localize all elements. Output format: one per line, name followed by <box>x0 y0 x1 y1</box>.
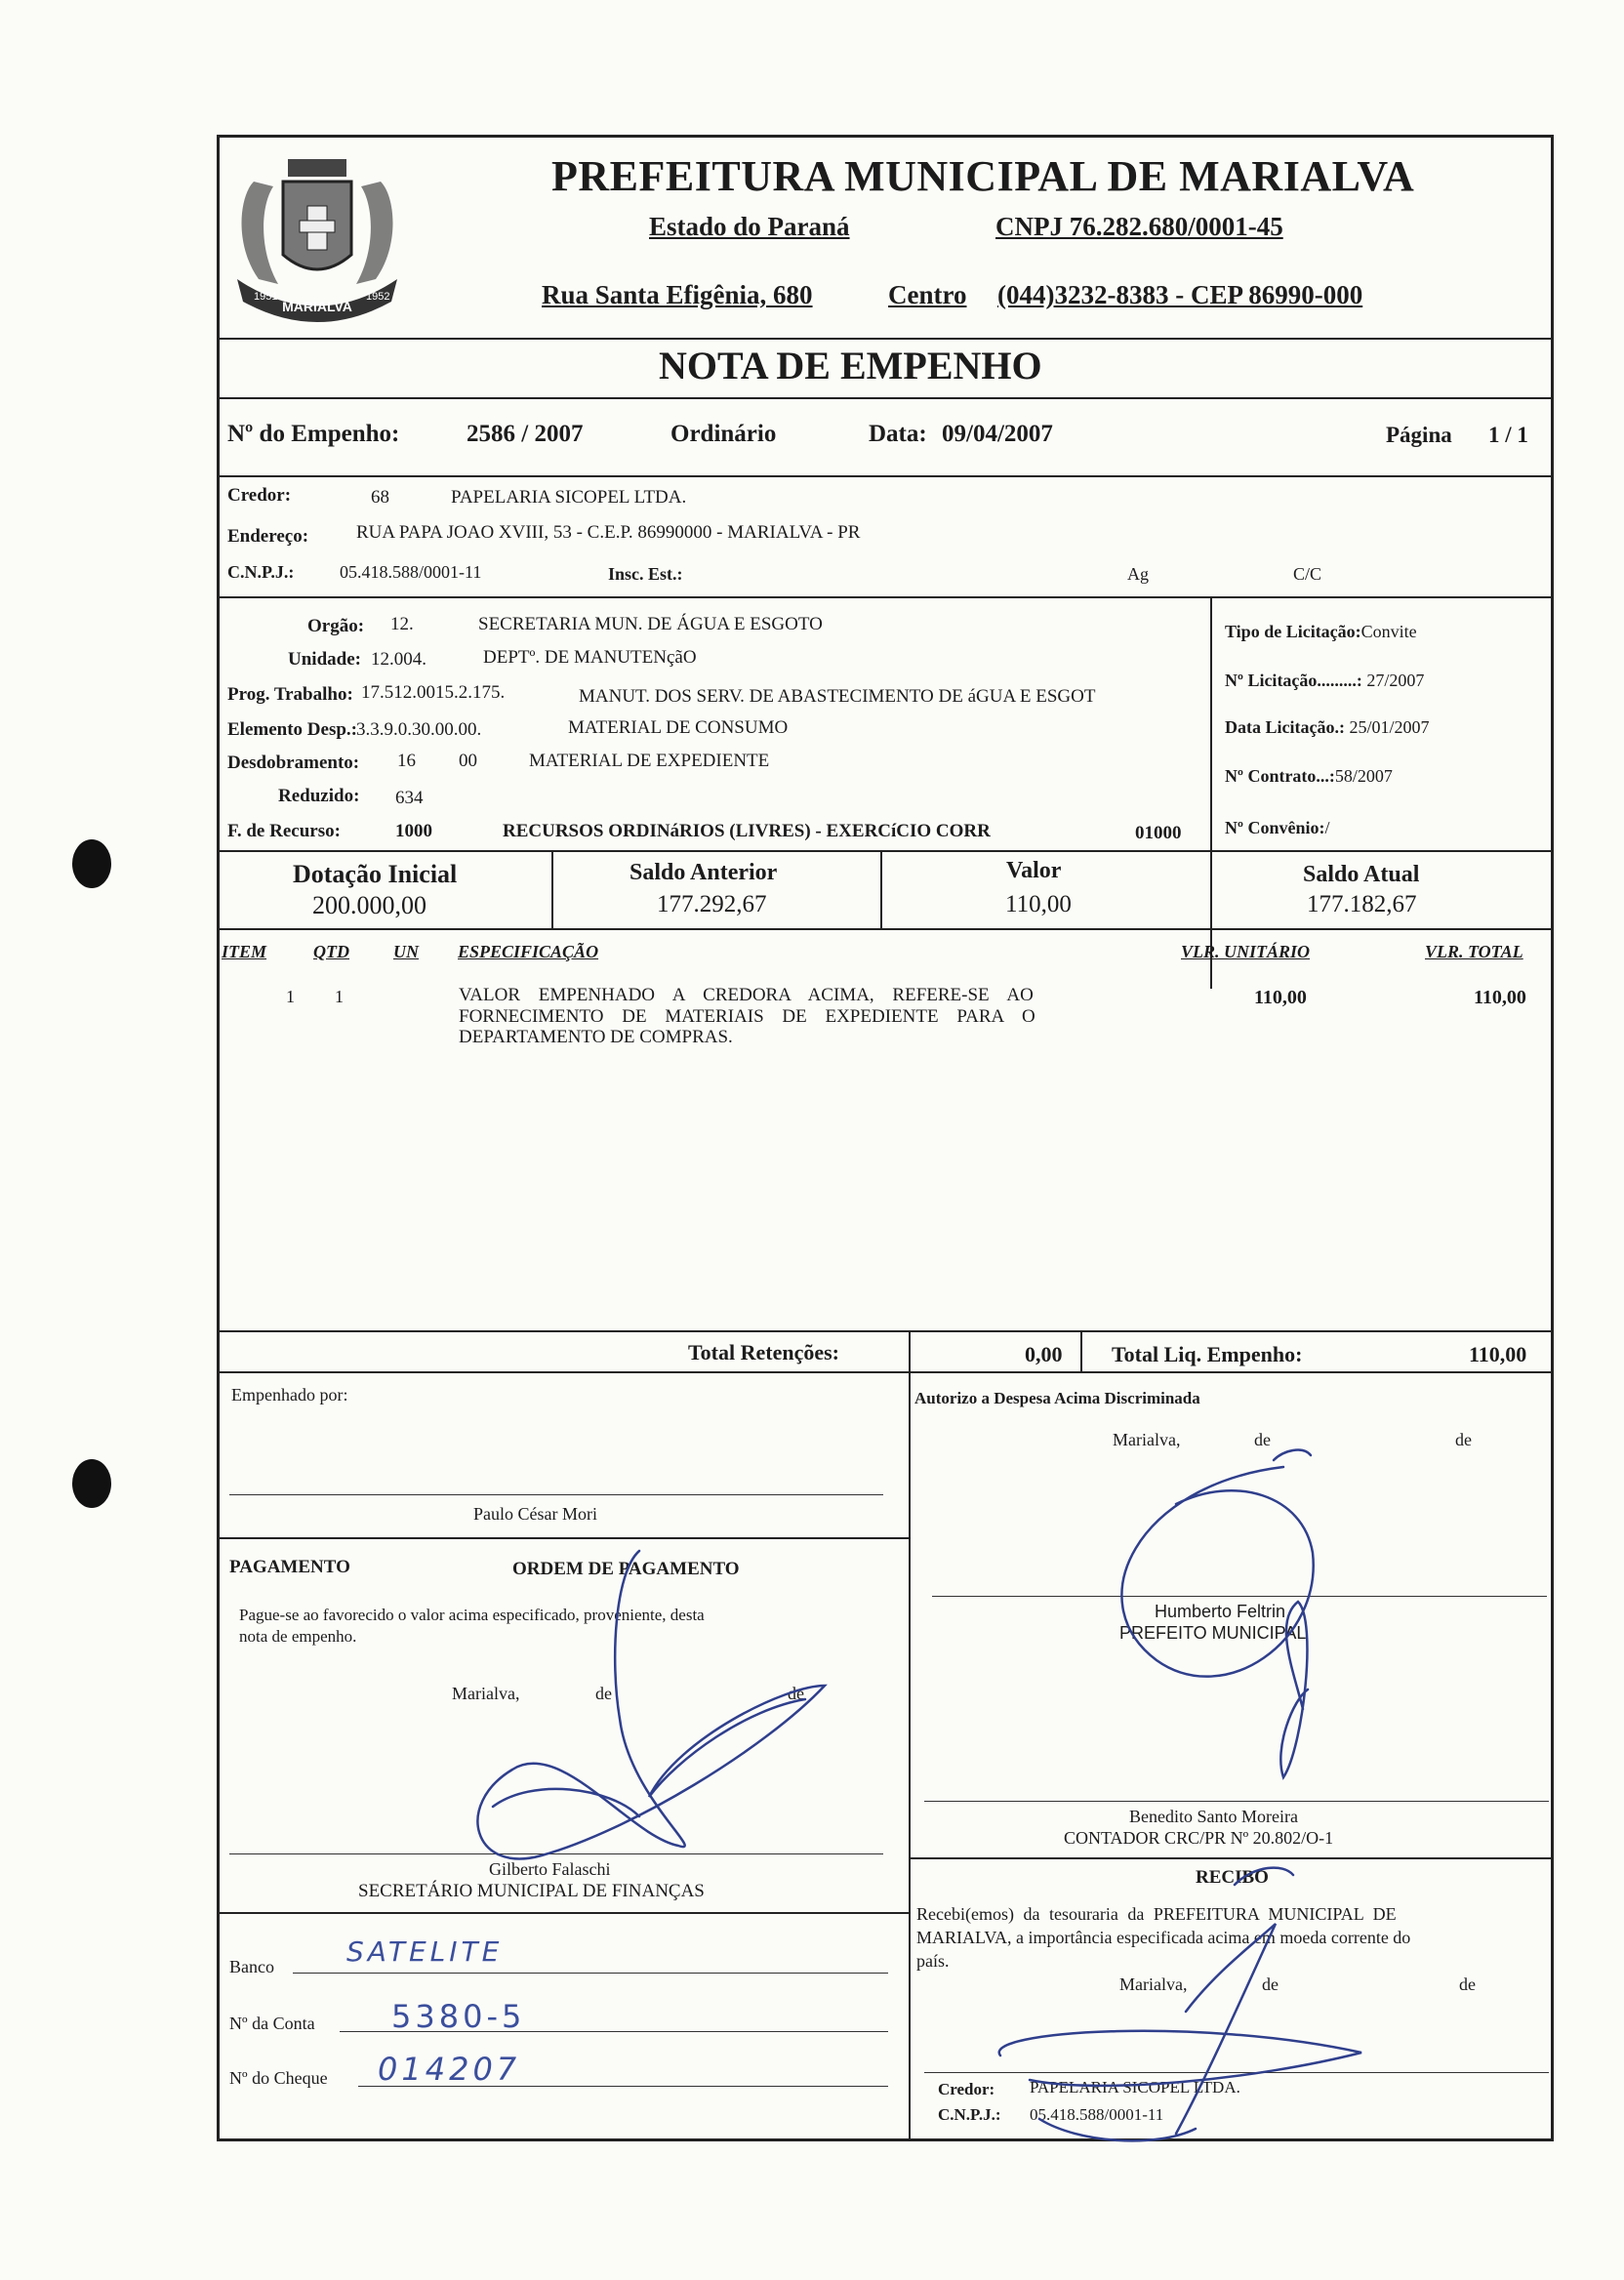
district: Centro <box>888 280 967 309</box>
pagamento-de1: de <box>595 1684 612 1703</box>
recibo-label: RECIBO <box>1196 1867 1269 1888</box>
prog-label: Prog. Trabalho: <box>227 684 353 705</box>
col-un: UN <box>393 942 419 961</box>
prefeito-name: Humberto Feltrin <box>1155 1602 1286 1621</box>
recibo-text-line2: MARIALVA, a importância especificada acima em moeda corrente do <box>916 1928 1411 1947</box>
dotacao-label: Dotação Inicial <box>293 860 458 888</box>
retencoes-label: Total Retenções: <box>688 1340 839 1364</box>
recibo-cnpj-label: C.N.P.J.: <box>938 2105 1001 2124</box>
state-name: Estado do Paraná <box>649 212 850 241</box>
licitacao-date-label: Data Licitação.: 25/01/2007 <box>1225 717 1430 737</box>
unidade-label: Unidade: <box>288 649 361 670</box>
col-vlr-unitario: VLR. UNITÁRIO <box>1181 942 1311 961</box>
saldo-anterior-value: 177.292,67 <box>657 891 767 917</box>
item-spec-line3: DEPARTAMENTO DE COMPRAS. <box>459 1027 733 1047</box>
credor-cnpj: 05.418.588/0001-11 <box>340 562 482 582</box>
street-address: Rua Santa Efigênia, 680 <box>542 280 813 309</box>
convenio-label: Nº Convênio:/ <box>1225 818 1330 837</box>
desdob-label: Desdobramento: <box>227 753 360 773</box>
orgao-label: Orgão: <box>307 616 365 636</box>
dotacao-value: 200.000,00 <box>312 891 426 919</box>
punch-hole-bottom <box>72 1459 111 1508</box>
unidade-code: 12.004. <box>371 649 426 670</box>
secretario-role: SECRETÁRIO MUNICIPAL DE FINANÇAS <box>358 1881 705 1901</box>
contador-name: Benedito Santo Moreira <box>1129 1807 1298 1826</box>
liq-empenho-label: Total Liq. Empenho: <box>1112 1342 1303 1366</box>
credor-name: PAPELARIA SICOPEL LTDA. <box>451 487 687 508</box>
desdob-sub: 00 <box>459 751 477 771</box>
empenho-type: Ordinário <box>670 421 777 447</box>
cheque-label: Nº do Cheque <box>229 2068 328 2088</box>
banco-value: SATELITE <box>346 1935 504 1968</box>
desdob-code: 16 <box>397 751 416 771</box>
credor-code: 68 <box>371 487 389 508</box>
reduzido-value: 634 <box>395 788 424 808</box>
recibo-de2: de <box>1459 1975 1476 1994</box>
insc-label: Insc. Est.: <box>608 564 683 584</box>
licitacao-type-label: Tipo de Licitação:Convite <box>1225 622 1417 641</box>
saldo-atual-value: 177.182,67 <box>1307 891 1417 917</box>
svg-text:1952: 1952 <box>366 291 390 303</box>
credor-label: Credor: <box>227 485 292 506</box>
contador-role: CONTADOR CRC/PR Nº 20.802/O-1 <box>1064 1828 1334 1848</box>
item-vlr-unitario: 110,00 <box>1254 987 1307 1008</box>
item-spec-line2: FORNECIMENTO DE MATERIAIS DE EXPEDIENTE PARA O <box>459 1006 1035 1027</box>
pagamento-label: PAGAMENTO <box>229 1557 350 1577</box>
recibo-credor-label: Credor: <box>938 2080 995 2098</box>
recibo-de1: de <box>1262 1975 1279 1994</box>
svg-text:1951: 1951 <box>254 291 278 303</box>
cnpj-header: CNPJ 76.282.680/0001-45 <box>995 212 1283 241</box>
date-label: Data: <box>869 421 927 447</box>
recibo-text-line1: Recebi(emos) da tesouraria da PREFEITURA MUNICIPAL DE <box>916 1904 1397 1924</box>
secretario-name: Gilberto Falaschi <box>489 1859 611 1879</box>
cnpj-label: C.N.P.J.: <box>227 562 295 582</box>
valor-value: 110,00 <box>1005 891 1072 917</box>
recurso-number: 01000 <box>1135 823 1182 843</box>
municipality-title: PREFEITURA MUNICIPAL DE MARIALVA <box>551 152 1415 200</box>
item-qtd: 1 <box>335 987 344 1006</box>
col-qtd: QTD <box>313 942 349 961</box>
empenho-number: 2586 / 2007 <box>467 421 584 447</box>
recurso-label: F. de Recurso: <box>227 821 341 841</box>
phone-cep: (044)3232-8383 - CEP 86990-000 <box>997 280 1363 309</box>
licitacao-number-label: Nº Licitação.........: 27/2007 <box>1225 671 1425 690</box>
ordem-pagamento-label: ORDEM DE PAGAMENTO <box>512 1559 740 1579</box>
elemento-name: MATERIAL DE CONSUMO <box>568 717 789 738</box>
autorizo-place: Marialva, <box>1113 1430 1181 1449</box>
col-item: ITEM <box>222 942 267 961</box>
svg-text:MARIALVA: MARIALVA <box>282 299 352 314</box>
empenho-number-label: Nº do Empenho: <box>227 421 400 447</box>
orgao-code: 12. <box>390 614 414 634</box>
liq-empenho-value: 110,00 <box>1469 1342 1527 1366</box>
col-especificacao: ESPECIFICAÇÃO <box>458 942 599 961</box>
recurso-code: 1000 <box>395 821 432 841</box>
conta-value: 5380-5 <box>391 1998 526 2035</box>
conta-label: Nº da Conta <box>229 2014 315 2033</box>
item-spec-line1: VALOR EMPENHADO A CREDORA ACIMA, REFERE-SE AO <box>459 985 1034 1005</box>
pagamento-de2: de <box>788 1684 804 1703</box>
recurso-name: RECURSOS ORDINáRIOS (LIVRES) - EXERCíCIO CORR <box>503 821 991 841</box>
punch-hole-top <box>72 839 111 888</box>
pagamento-text-line1: Pague-se ao favorecido o valor acima especificado, proveniente, desta <box>239 1606 705 1624</box>
ag-label: Ag <box>1127 564 1149 584</box>
credor-address: RUA PAPA JOAO XVIII, 53 - C.E.P. 86990000 - MARIALVA - PR <box>356 522 861 543</box>
saldo-anterior-label: Saldo Anterior <box>629 860 778 885</box>
elemento-label: Elemento Desp.: <box>227 719 357 740</box>
empenho-date: 09/04/2007 <box>942 421 1053 447</box>
pagamento-place: Marialva, <box>452 1684 520 1703</box>
page-number: 1 / 1 <box>1488 423 1528 447</box>
valor-label: Valor <box>1006 858 1062 883</box>
reduzido-label: Reduzido: <box>278 786 360 806</box>
nota-de-empenho-form <box>217 135 1554 2141</box>
saldo-atual-label: Saldo Atual <box>1303 862 1420 887</box>
pagamento-text-line2: nota de empenho. <box>239 1627 357 1646</box>
recibo-text-line3: país. <box>916 1951 950 1971</box>
recibo-place: Marialva, <box>1119 1975 1188 1994</box>
prog-code: 17.512.0015.2.175. <box>361 682 506 703</box>
autorizo-de1: de <box>1254 1430 1271 1449</box>
cc-label: C/C <box>1293 564 1322 584</box>
cheque-value: 014207 <box>378 2051 521 2088</box>
prog-name: MANUT. DOS SERV. DE ABASTECIMENTO DE áGUA E ESGOT <box>579 686 1096 707</box>
unidade-name: DEPTº. DE MANUTENçãO <box>483 647 697 668</box>
col-vlr-total: VLR. TOTAL <box>1425 942 1523 961</box>
item-number: 1 <box>286 987 295 1006</box>
desdob-name: MATERIAL DE EXPEDIENTE <box>529 751 770 771</box>
empenhado-por-name: Paulo César Mori <box>473 1504 597 1524</box>
item-vlr-total: 110,00 <box>1474 987 1526 1008</box>
page-label: Página <box>1386 423 1452 447</box>
address-label: Endereço: <box>227 526 309 547</box>
recibo-cnpj: 05.418.588/0001-11 <box>1030 2105 1164 2124</box>
contrato-label: Nº Contrato...:58/2007 <box>1225 766 1393 786</box>
recibo-credor-name: PAPELARIA SICOPEL LTDA. <box>1030 2078 1240 2097</box>
prefeito-role: PREFEITO MUNICIPAL <box>1119 1623 1307 1643</box>
banco-label: Banco <box>229 1957 274 1976</box>
autorizo-label: Autorizo a Despesa Acima Discriminada <box>914 1389 1200 1407</box>
signatures-overlay <box>220 138 1557 2144</box>
empenhado-por-label: Empenhado por: <box>231 1385 348 1405</box>
retencoes-value: 0,00 <box>1025 1342 1063 1366</box>
elemento-code: 3.3.9.0.30.00.00. <box>356 719 482 740</box>
document-title: NOTA DE EMPENHO <box>659 344 1042 387</box>
autorizo-de2: de <box>1455 1430 1472 1449</box>
orgao-name: SECRETARIA MUN. DE ÁGUA E ESGOTO <box>478 614 823 634</box>
